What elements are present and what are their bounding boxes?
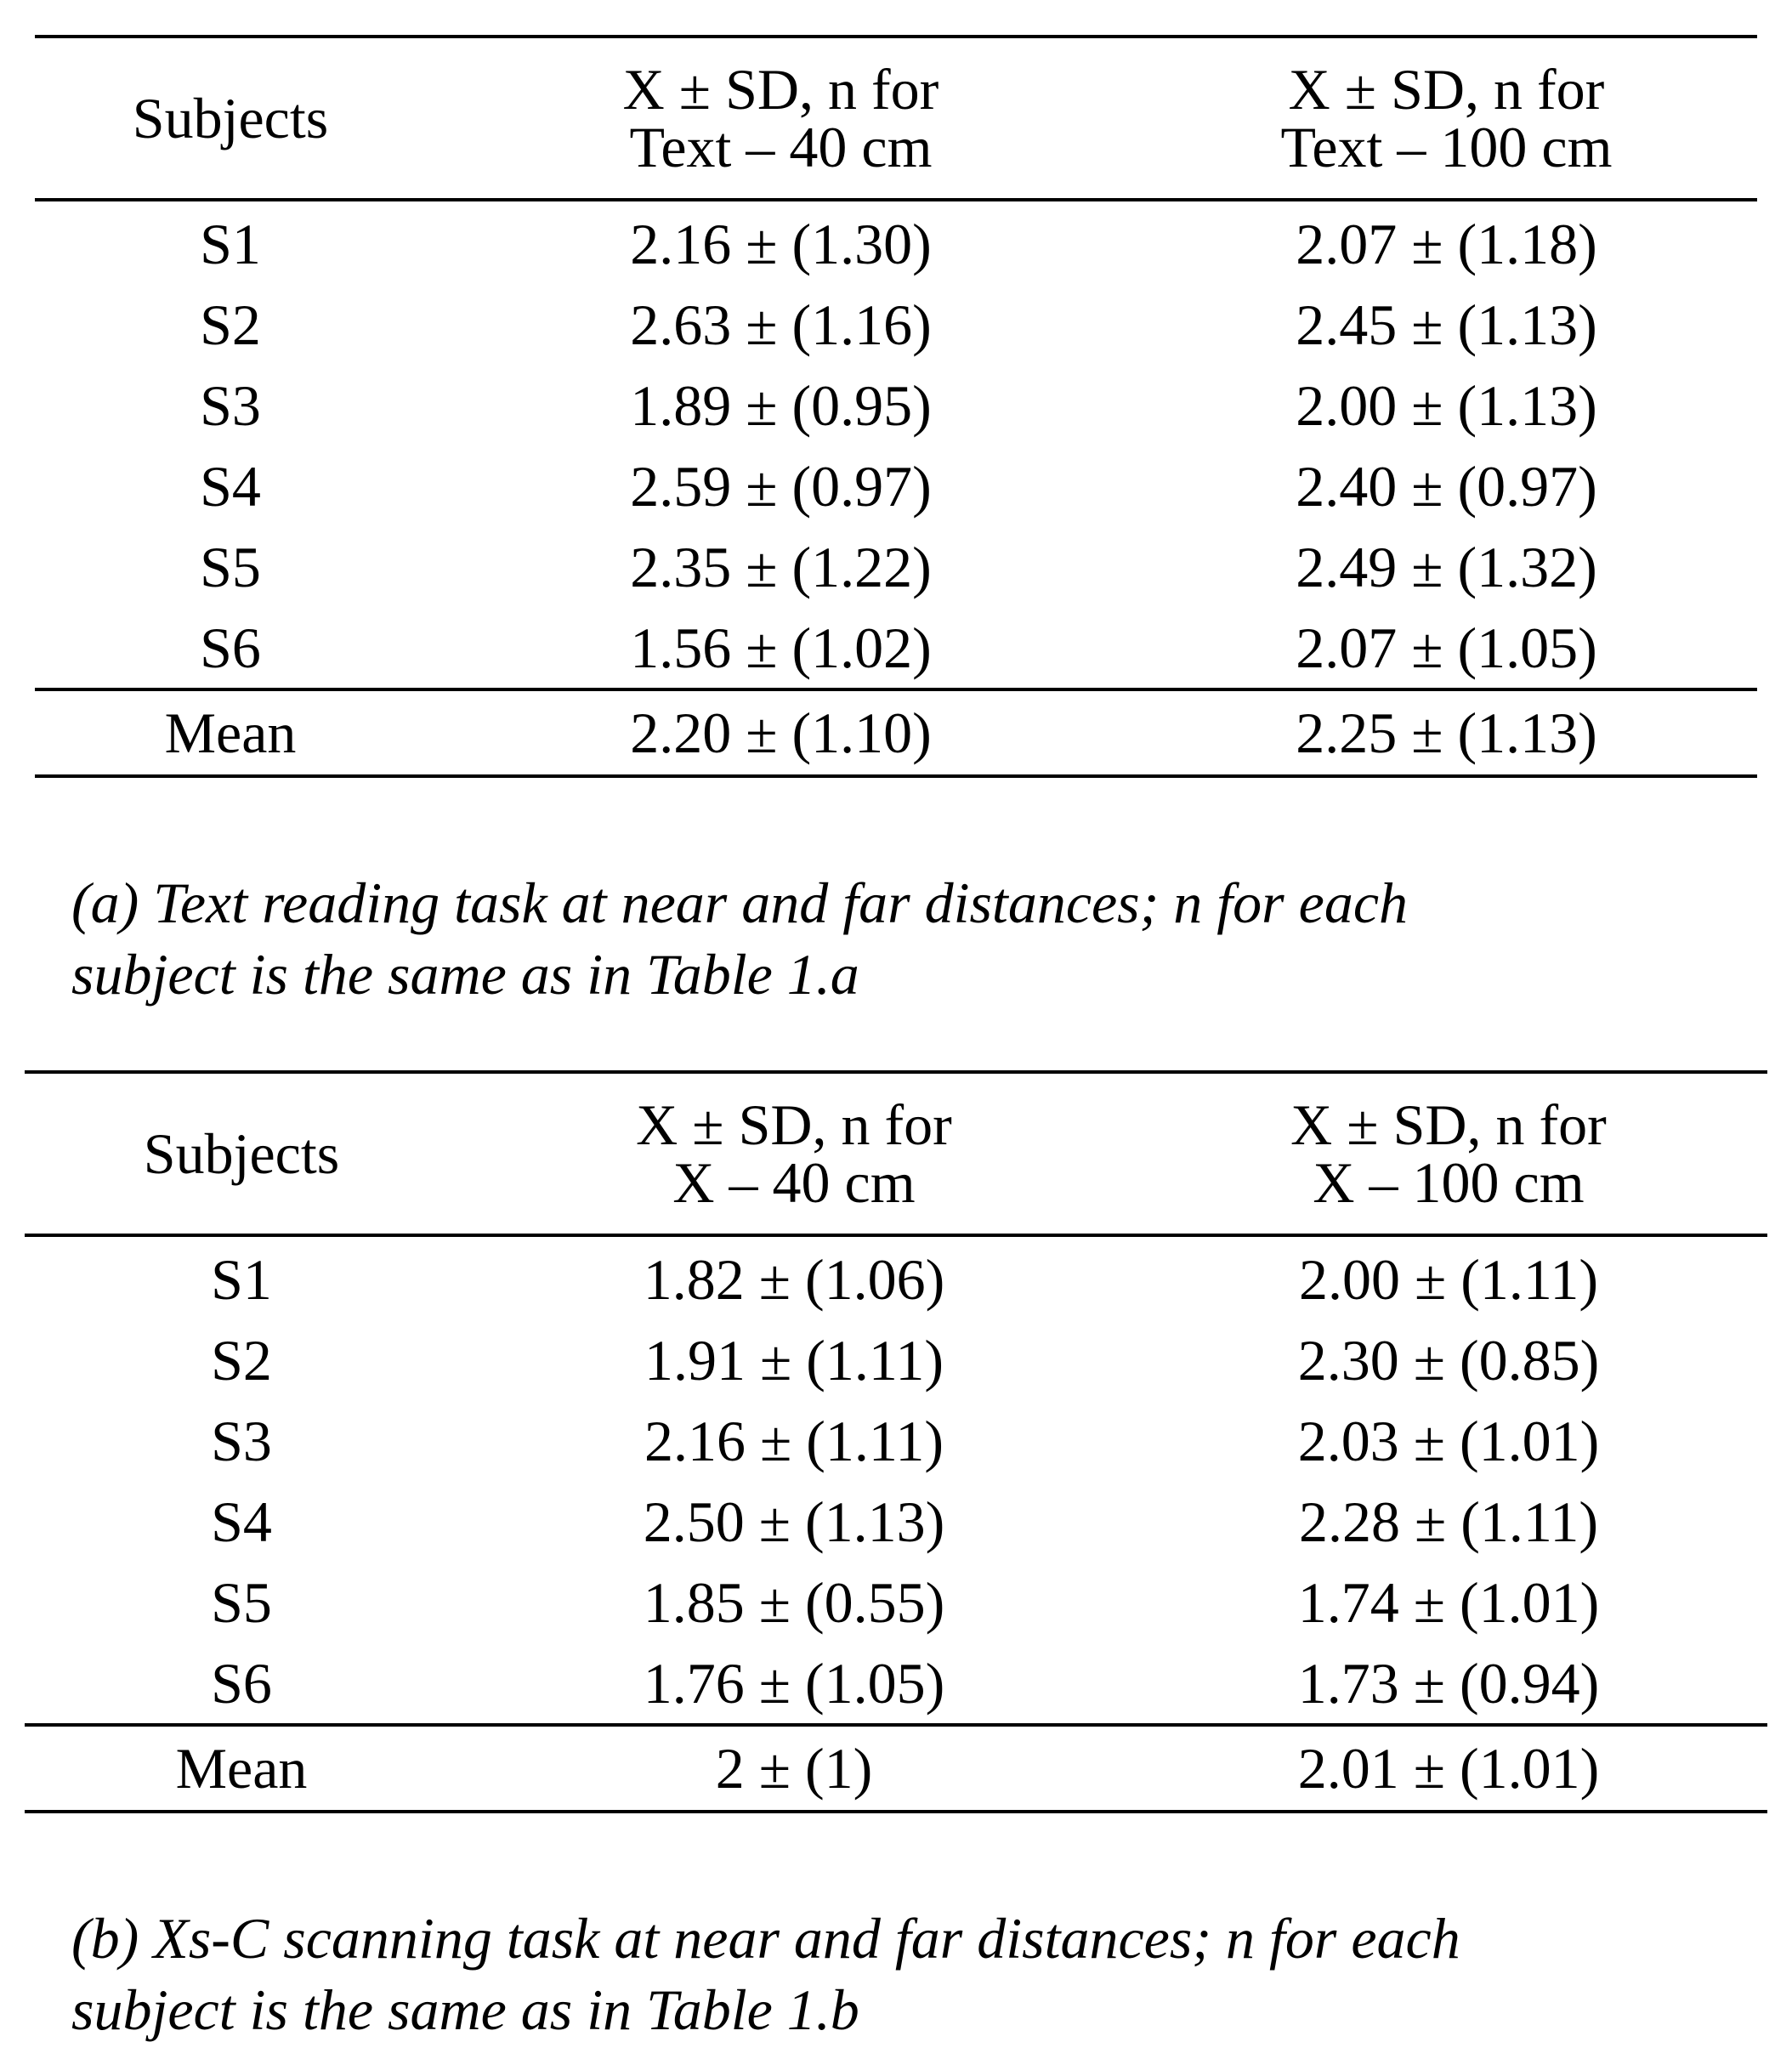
table-a-text-reading <box>35 35 1757 778</box>
subject-cell: S1 <box>200 211 261 276</box>
caption-b <box>71 1903 1460 2045</box>
caption-a-line2: subject is the same as in Table 1.a <box>71 942 859 1007</box>
near-value-cell: 2.59 ± (0.97) <box>630 453 932 519</box>
far-value-cell: 2.28 ± (1.11) <box>1298 1489 1599 1554</box>
far-value-cell: 2.45 ± (1.13) <box>1296 292 1597 357</box>
near-value-cell: 1.82 ± (1.06) <box>643 1246 945 1312</box>
subject-cell: S2 <box>200 292 261 357</box>
subject-cell: S4 <box>211 1489 272 1554</box>
near-value-cell: 2.35 ± (1.22) <box>630 534 932 599</box>
subject-cell: S6 <box>200 615 261 680</box>
subject-cell: S1 <box>211 1246 272 1312</box>
mean-row <box>35 689 1757 776</box>
subject-cell: S3 <box>200 372 261 438</box>
table-row <box>25 1562 1767 1642</box>
subject-cell: S3 <box>211 1408 272 1473</box>
table-row <box>25 1319 1767 1400</box>
near-value-cell: 2.16 ± (1.11) <box>644 1408 944 1473</box>
header-near-line1: X ± SD, n for <box>636 1092 952 1157</box>
subject-cell: S4 <box>200 453 261 519</box>
far-value-cell: 2.30 ± (0.85) <box>1297 1327 1600 1393</box>
header-near-line2: Text – 40 cm <box>629 115 933 179</box>
near-value-cell: 2.50 ± (1.13) <box>643 1489 945 1554</box>
caption-b-line2: subject is the same as in Table 1.b <box>71 1977 859 2042</box>
mean-row <box>25 1725 1767 1812</box>
near-value-cell: 2.16 ± (1.30) <box>630 211 932 276</box>
mean-near-value: 2.20 ± (1.10) <box>630 701 932 765</box>
near-value-cell: 1.56 ± (1.02) <box>630 615 932 680</box>
table-a-header <box>35 37 1757 200</box>
subject-cell: S5 <box>200 534 261 599</box>
table-row <box>35 365 1757 445</box>
table-a-body <box>35 200 1757 689</box>
table-row <box>35 445 1757 526</box>
far-value-cell: 2.00 ± (1.11) <box>1298 1246 1599 1312</box>
mean-label: Mean <box>175 1736 308 1801</box>
mean-near-value: 2 ± (1) <box>715 1736 873 1801</box>
mean-far-value: 2.25 ± (1.13) <box>1296 701 1597 765</box>
near-value-cell: 2.63 ± (1.16) <box>630 292 932 357</box>
far-value-cell: 2.49 ± (1.32) <box>1296 534 1597 599</box>
table-row <box>35 607 1757 689</box>
subject-cell: S5 <box>211 1569 272 1635</box>
table-row <box>35 284 1757 365</box>
header-far-line2: Text – 100 cm <box>1280 115 1613 179</box>
far-value-cell: 2.07 ± (1.18) <box>1296 211 1597 276</box>
table-row <box>35 200 1757 284</box>
header-subjects: Subjects <box>132 86 329 150</box>
table-row <box>25 1400 1767 1481</box>
far-value-cell: 2.00 ± (1.13) <box>1296 372 1597 438</box>
table-row <box>35 526 1757 607</box>
header-far-line1: X ± SD, n for <box>1288 57 1605 122</box>
table-b-body <box>25 1235 1767 1725</box>
subject-cell: S6 <box>211 1650 272 1716</box>
subject-cell: S2 <box>211 1327 272 1393</box>
mean-far-value: 2.01 ± (1.01) <box>1297 1736 1600 1801</box>
table-b-header <box>25 1072 1767 1235</box>
near-value-cell: 1.89 ± (0.95) <box>630 372 932 438</box>
table-row <box>25 1642 1767 1725</box>
caption-b-line1: (b) Xs-C scanning task at near and far distances; n for each <box>71 1906 1460 1971</box>
near-value-cell: 1.85 ± (0.55) <box>643 1569 945 1635</box>
table-b-footer <box>25 1725 1767 1812</box>
table-row <box>25 1235 1767 1319</box>
far-value-cell: 1.74 ± (1.01) <box>1297 1569 1600 1635</box>
header-far-line1: X ± SD, n for <box>1290 1092 1607 1157</box>
table-b-xs-c-scanning <box>25 1070 1767 1813</box>
far-value-cell: 2.07 ± (1.05) <box>1296 615 1597 680</box>
table-row <box>25 1481 1767 1562</box>
near-value-cell: 1.91 ± (1.11) <box>644 1327 944 1393</box>
header-subjects: Subjects <box>143 1121 340 1186</box>
far-value-cell: 2.40 ± (0.97) <box>1296 453 1597 519</box>
far-value-cell: 1.73 ± (0.94) <box>1297 1650 1600 1716</box>
table-a-footer <box>35 689 1757 776</box>
caption-a <box>71 867 1408 1010</box>
header-near-line2: X – 40 cm <box>672 1150 916 1215</box>
caption-a-line1: (a) Text reading task at near and far distances; n for each <box>71 871 1409 935</box>
near-value-cell: 1.76 ± (1.05) <box>643 1650 945 1716</box>
header-far-line2: X – 100 cm <box>1313 1150 1585 1215</box>
far-value-cell: 2.03 ± (1.01) <box>1297 1408 1600 1473</box>
mean-label: Mean <box>164 701 297 765</box>
header-near-line1: X ± SD, n for <box>622 57 939 122</box>
